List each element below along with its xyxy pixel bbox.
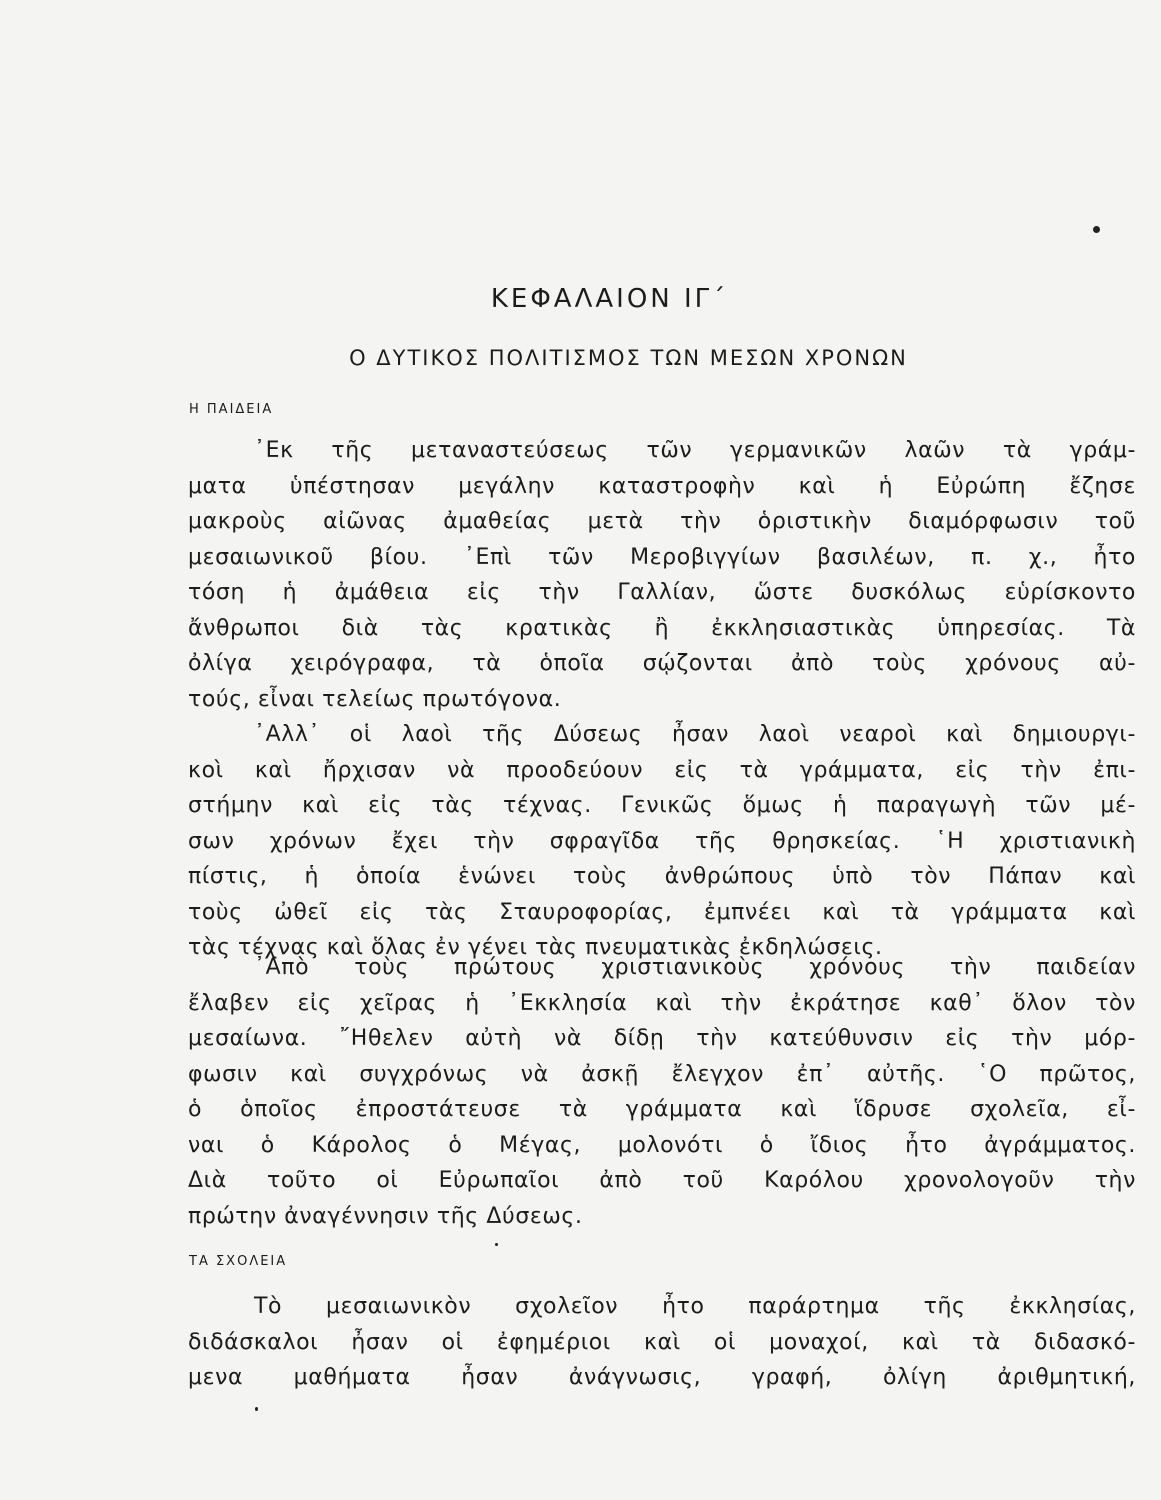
text-line: τὰς τέχνας καὶ ὅλας ἐν γένει τὰς πνευματικὰς ἐκδηλώσεις. <box>188 935 883 960</box>
paragraph <box>188 717 1136 966</box>
chapter-subtitle: Ο ΔΥΤΙΚΟΣ ΠΟΛΙΤΙΣΜΟΣ ΤΩΝ ΜΕΣΩΝ ΧΡΟΝΩΝ <box>349 346 908 370</box>
text-line: ὀλίγα χειρόγραφα, τὰ ὁποῖα σῴζονται ἀπὸ τοὺς χρόνους αὐ- <box>188 651 1136 676</box>
text-line: ναι ὁ Κάρολος ὁ Μέγας, μολονότι ὁ ἴδιος ἦτο ἀγράμματος. <box>188 1132 1136 1158</box>
text-line: τοὺς ὠθεῖ εἰς τὰς Σταυροφορίας, ἐμπνέει καὶ τὰ γράμματα καὶ <box>188 899 1136 925</box>
text-line: ᾿Απὸ τοὺς πρώτους χριστιανικοὺς χρόνους τὴν παιδείαν <box>254 955 1136 980</box>
section-heading-scholeia: ΤΑ ΣΧΟΛΕΙΑ <box>189 1254 288 1269</box>
text-line: μακροὺς αἰῶνας ἀμαθείας μετὰ τὴν ὁριστικὴν διαμόρφωσιν τοῦ <box>188 509 1136 534</box>
text-line: διδάσκαλοι ἦσαν οἱ ἐφημέριοι καὶ οἱ μοναχοί, καὶ τὰ διδασκό- <box>188 1329 1136 1355</box>
chapter-title: ΚΕΦΑΛΑΙΟΝ ΙΓ΄ <box>490 284 729 314</box>
scan-speck <box>1093 226 1100 233</box>
text-line: μεσαίωνα. ῎Ηθελεν αὐτὴ νὰ δίδῃ τὴν κατεύθυνσιν εἰς τὴν μόρ- <box>188 1026 1136 1051</box>
text-line: φωσιν καὶ συγχρόνως νὰ ἀσκῇ ἔλεγχον ἐπ᾿ αὐτῆς. ῾Ο πρῶτος, <box>188 1061 1136 1087</box>
text-line: ᾿Αλλ᾿ οἱ λαοὶ τῆς Δύσεως ἦσαν λαοὶ νεαροὶ καὶ δημιουργι- <box>254 722 1136 747</box>
text-line: ἄνθρωποι διὰ τὰς κρατικὰς ἢ ἐκκλησιαστικὰς ὑπηρεσίας. Τὰ <box>188 615 1136 641</box>
scan-speck <box>495 1243 498 1246</box>
text-line: Διὰ τοῦτο οἱ Εὐρωπαῖοι ἀπὸ τοῦ Καρόλου χρονολογοῦν τὴν <box>188 1168 1136 1193</box>
text-line: σων χρόνων ἔχει τὴν σφραγῖδα τῆς θρησκείας. ῾Η χριστιανικὴ <box>188 828 1136 854</box>
paragraph <box>188 950 1136 1234</box>
text-line: ᾿Εκ τῆς μεταναστεύσεως τῶν γερμανικῶν λαῶν τὰ γράμ- <box>254 438 1136 463</box>
text-line: Τὸ μεσαιωνικὸν σχολεῖον ἦτο παράρτημα τῆς ἐκκλησίας, <box>254 1294 1136 1319</box>
text-line: στήμην καὶ εἰς τὰς τέχνας. Γενικῶς ὅμως ἡ παραγωγὴ τῶν μέ- <box>188 793 1136 818</box>
text-line: ἔλαβεν εἰς χεῖρας ἡ ᾿Εκκλησία καὶ τὴν ἐκράτησε καθ᾿ ὅλον τὸν <box>188 990 1136 1016</box>
paragraph <box>188 1289 1136 1396</box>
text-line: τούς, εἶναι τελείως πρωτόγονα. <box>188 686 562 712</box>
scan-speck <box>255 1407 258 1411</box>
text-line: μενα μαθήματα ἦσαν ἀνάγνωσις, γραφή, ὀλίγη ἀριθμητική, <box>188 1365 1136 1390</box>
text-line: πρώτην ἀναγέννησιν τῆς Δύσεως. <box>188 1203 583 1229</box>
text-line: κοὶ καὶ ἤρχισαν νὰ προοδεύουν εἰς τὰ γράμματα, εἰς τὴν ἐπι- <box>188 757 1136 783</box>
text-line: μεσαιωνικοῦ βίου. ᾿Επὶ τῶν Μεροβιγγίων βασιλέων, π. χ., ἦτο <box>188 544 1136 570</box>
text-line: πίστις, ἡ ὁποία ἑνώνει τοὺς ἀνθρώπους ὑπὸ τὸν Πάπαν καὶ <box>188 864 1136 889</box>
paragraph <box>188 433 1136 717</box>
section-heading-paideia: Η ΠΑΙΔΕΙΑ <box>189 402 274 417</box>
text-line: τόση ἡ ἀμάθεια εἰς τὴν Γαλλίαν, ὥστε δυσκόλως εὑρίσκοντο <box>188 580 1136 605</box>
text-line: ὁ ὁποῖος ἐπροστάτευσε τὰ γράμματα καὶ ἵδρυσε σχολεῖα, εἶ- <box>188 1097 1136 1122</box>
text-line: ματα ὑπέστησαν μεγάλην καταστροφὴν καὶ ἡ Εὐρώπη ἔζησε <box>188 473 1136 499</box>
